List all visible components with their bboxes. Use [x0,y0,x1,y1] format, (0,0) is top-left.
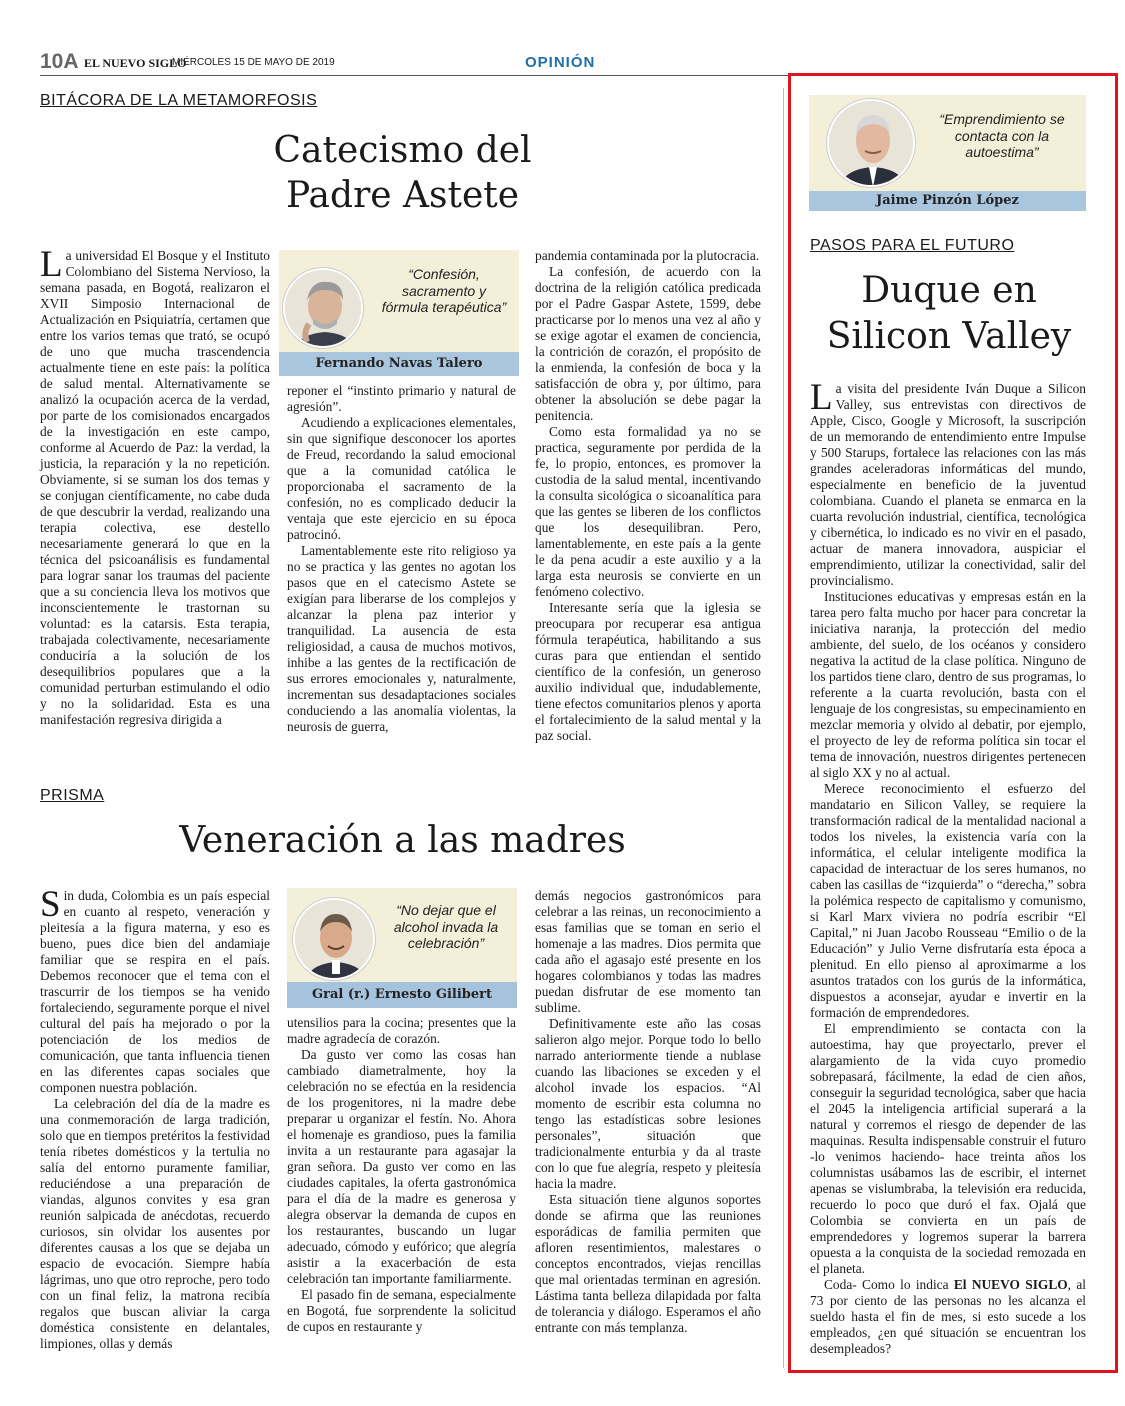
article3-pull-quote: “Emprendimiento se contacta con la autoestima” [939,111,1065,161]
article3-paragraph: Merece reconocimiento el esfuerzo del mandatario en Silicon Valley, se requiere la transformación radical de la mentalidad nacional a todos los niveles, la existencia varía con la informática, el celular inteligente modifica la capacidad de interactuar de los seres humanos, no caben las casillas de “izquierda” o “derecha,” sobra la polémica respecto de capitalismo y comunismo, si Karl Marx viviera no podría escribir “El Capital,” ni Juan Jacobo Rousseau “Emilio o de la Educación” y Julio Verne disfrutaría esta época a plenitud. En ello pienso al aproximarme a los asuntos tratados con los gurús de la informática, dispuestos a aconsejar, ayudar e invertir en la formación de emprendedores. [810,781,1086,1020]
newspaper-mention: El NUEVO SIGLO [953,1277,1068,1292]
author-portrait-icon [293,898,375,980]
article2-author-name: Gral (r.) Ernesto Gilibert [287,982,517,1008]
newspaper-name: EL NUEVO SIGLO [84,56,187,70]
article1-paragraph: reponer el “instinto primario y natural de agresión”. [287,383,516,414]
article2-paragraph: demás negocios gastronómicos para celebrar a las reinas, un reconocimiento a esas familias que se toman en serio el homenaje a las madres. Dios permita que cada año el agasajo esté presente en los hogares colombianos y todas las madres puedan disfrutar de ese momento tan sublime. [535,888,761,1015]
article1-paragraph: Acudiendo a explicaciones elementales, sin que signifique desconocer los aportes de Freud, recordando la salud emocional que a la comunidad católica le proporcionaba el sacramento de la confesión, no es complicado deducir la ventaja que este ejercicio en su época patrocinó. [287,415,516,542]
article2-column-1 [40,884,270,1352]
article2-author-box [287,888,517,1008]
article1-paragraph: Como esta formalidad ya no se practica, seguramente por perdida de la fe, lo propio, entonces, es promover la custodia de la salud mental, incentivando la consulta sicológica o sicoanalítica para que las gentes se liberen de los conflictos que los desequilibran. Pero, lamentablemente, en este país a la gente le da pena acudir a este auxilio y a la larga esta neurosis se convierte en un fenómeno colectivo. [535,424,761,599]
section-title: OPINIÓN [525,54,596,71]
article2-paragraph: Definitivamente este año las cosas salieron algo mejor. Porque todo lo bello narrado anteriormente tiende a nublase cuando las libaciones se exceden y el alcohol invade los espacios. “Al momento de escribir esta columna no tengo las estadísticas sobre lesiones personales”, situación que tradicionalmente enturbia y da al traste con lo que fue alegría, respeto y pleitesía hacia la madre. [535,1016,761,1191]
article2-paragraph: Esta situación tiene algunos soportes donde se afirma que las reuniones esporádicas de familia permiten que afloren resentimientos, malestares o conceptos encontrados, viejas rencillas que mal orientadas terminan en agresión. Lástima tanta belleza dilapidada por falta de tolerancia y diálogo. Esperamos el año entrante con más templanza. [535,1192,761,1335]
article3-author-box [809,95,1086,211]
article1-paragraph: pandemia contaminada por la plutocracia. [535,248,760,263]
article3-paragraph: La visita del presidente Iván Duque a Silicon Valley, sus entrevistas con directivos de Apple, Cisco, Google y Microsoft, la suscripción de un memorando de entendimiento entre Impulse y 500 Starups, fortalece las relaciones con las más grandes aceleradoras informáticas del mundo, especialmente en beneficio de la juventud colombiana. Cuando el planeta se enmarca en la cuarta revolución industrial, científica, tecnológica y cibernética, lo indicado es no vivir en el pasado, actuar de manera innovadora, auspiciar el emprendimiento, utilizar la conectividad, salir del provincialismo. [810,377,1086,588]
article3-headline-line2: Silicon Valley [826,316,1072,357]
article2-paragraph: El pasado fin de semana, especialmente en Bogotá, fue sorprendente la solicitud de cupos en restaurante y [287,1287,516,1334]
article3-coda: Coda- Como lo indica El NUEVO SIGLO, al 73 por ciento de las personas no les alcanza el sueldo hasta el fin de mes, si esto sucede a los empleados, ¿en qué situación se encuentran los desempleados? [810,1277,1086,1356]
article3-author-name: Jaime Pinzón López [809,191,1086,211]
issue-date: MIÉRCOLES 15 DE MAYO DE 2019 [172,57,335,68]
article1-paragraph: La confesión, de acuerdo con la doctrina de la religión católica predicada por el Padre Gaspar Astete, 1599, debe practicarse por lo menos una vez al año y se exige agotar el examen de conciencia, la contrición de corazón, el propósito de la enmienda, la confesión de boca y la satisfacción de obra y, por último, para obtener la absolución se debe pagar la penitencia. [535,264,761,423]
article2-paragraph: utensilios para la cocina; presentes que la madre agradecía de corazón. [287,1015,516,1046]
article2-headline: Veneración a las madres [179,820,626,861]
article3-column [810,377,1086,1357]
article1-headline-line1: Catecismo del [273,130,532,171]
article2-paragraph: Sin duda, Colombia es un país especial en cuanto al respeto, veneración y pleitesía a la figura materna, y eso es bueno, pues dice bien del andamiaje familiar que se respira en el país. Debemos reconocer que el tema con el trascurrir de los tiempos se ha venido fortaleciendo, seguramente porque el nivel cultural del país ha mejorado o por la potenciación de los medios de comunicación, que tanta influencia tienen en las diferentes capas sociales que componen nuestra población. [40,884,270,1095]
article1-column-2 [287,383,516,735]
article1-headline-line2: Padre Astete [285,175,520,216]
article3-kicker: PASOS PARA EL FUTURO [810,237,1015,254]
article1-pull-quote: “Confesión, sacramento y fórmula terapéutica” [381,266,507,316]
article1-column-3 [535,248,761,744]
article1-dropcap: L [40,244,63,285]
article2-paragraph: La celebración del día de la madre es una conmemoración de larga tradición, solo que en tiempos pretéritos la festividad tenía ribetes domésticos y la tertulia no salía del entorno puramente familiar, reduciéndose a una preparación de viandas, algunos convites y esa gran reunión salpicada de anécdotas, recuerdo curiosos, sin olvidar los ausentes por diferentes causas a los que se dejaba un espacio de evocación. Siempre había lágrimas, uno que otro reproche, pero todo con un final feliz, la matrona recibía regalos que buscan aliviar la carga doméstica consistente en delantales, limpiones, ollas y demás [40,1096,270,1351]
article3-dropcap: L [810,377,833,418]
article1-kicker: BITÁCORA DE LA METAMORFOSIS [40,92,318,109]
article1-author-box [279,250,519,376]
article2-column-2 [287,1015,516,1335]
article1-paragraph: Lamentablemente este rito religioso ya no se practica y las gentes no agotan los pasos que en el catecismo Astete se exigían para liberarse de los complejos y alcanzar la plena paz interior y tranquilidad. La ausencia de esta religiosidad, a causa de muchos motivos, inhibe a las gentes de la rectificación de sus errores emocionales y, naturalmente, incrementan sus desadaptaciones sociales conduciendo a las anomalía violentas, la neurosis de guerra, [287,543,516,734]
article2-kicker: PRISMA [40,787,105,804]
article3-headline-line1: Duque en [861,270,1037,311]
article1-paragraph: La universidad El Bosque y el Instituto Colombiano del Sistema Nervioso, la semana pasada, en Bogotá, realizaron el XVII Simposio Internacional de Actualización en Psiquiatría, certamen que entre los varios temas que trató, se ocupó de uno que mucha trascendencia actualmente tiene en este país: la política de salud mental. Alternativamente se analizó la ocupación acerca de la verdad, por parte de los comisionados encargados de la investigación en este campo, conforme al Acuerdo de Paz: la verdad, la justicia, la reparación y la no repetición. Obviamente, si se suman los dos temas y se conjugan científicamente, no cabe duda de que descubrir la verdad, realizando una terapia colectiva, ese destello necesariamente generará lo que en la técnica del psicoanálisis es fundamental para lograr sanar los traumas del paciente que a su conciencia lleva los motivos que inconscientemente le trastornan su voluntad: es la catarsis. Esta terapia, trabajada colectivamente, necesariamente conduciría a la solución de los desequilibrios populares que a la comunidad perturban estimulando el odio y no la solidaridad. Esta es una manifestación regresiva dirigida a [40,244,270,727]
article1-column-1 [40,244,270,728]
article2-pull-quote: “No dejar que el alcohol invada la celebración” [393,902,499,952]
article2-paragraph: Da gusto ver como las cosas han cambiado diametralmente, hoy la celebración no se efectúa en la residencia de los progenitores, ni la madre debe preparar u organizar el festín. No. Ahora el homenaje es grandioso, pues la familia invita a un restaurante para agasajar la gran señora. Da gusto ver como en las ciudades capitales, la oferta gastronómica para el día de la madre es generosa y alegra observar la demanda de cupos en los restaurantes, buscando un lugar adecuado, cómodo y eufórico; que alegría asistir a la exacerbación de esta celebración tan importante familiarmente. [287,1047,516,1286]
author-portrait-icon [827,99,915,187]
column-divider [783,88,784,1368]
article3-paragraph: El emprendimiento se contacta con la autoestima, hay que proyectarlo, prever el alargamiento de la vida cuyo promedio sobrepasará, fácilmente, la edad de cien años, conseguir la seguridad tecnológica, saber que hacia el 2045 la inteligencia artificial superará a la natural y corremos el riesgo de depender de las maquinas. Resulta indispensable construir el futuro -lo venimos haciendo- hace treinta años los columnistas usábamos las de escribir, el internet apenas se vislumbraba, la televisión era reducida, recuerdo lo poco que duró el fax. Ojalá que Colombia se convierta en un país de emprendedores y logremos superar la barrera opuesta a la conquista de la sociedad remozada en el planeta. [810,1021,1086,1276]
article3-headline [805,268,1093,360]
article1-author-name: Fernando Navas Talero [279,352,519,376]
author-portrait-icon [283,268,363,348]
article1-paragraph: Interesante sería que la iglesia se preocupara por recuperar esa antigua fórmula terapéutica, habilitando a sus curas para que entiendan el sentido científico de la confesión, un generoso auxilio individual que, indudablemente, tiene efectos comunitarios plenos y aporta el fortalecimiento de la salud mental y la paz social. [535,600,761,743]
article3-paragraph: Instituciones educativas y empresas están en la tarea pero falta mucho por hacer para concretar la iniciativa naranja, la protección del medio ambiente, del suelo, de los océanos y considero negativa la actitud de la clase política. Ninguno de los partidos tiene claro, dentro de sus programas, lo referente a la cuarta revolución, basta con el lenguaje de los congresistas, su empecinamiento en mezclar memoria y olvido al debatir, por ejemplo, el proyecto de ley de reforma política sin tocar el tema de innovación, nuestros dirigentes pertenecen al siglo XX y no al actual. [810,589,1086,780]
article2-column-3 [535,888,761,1336]
article1-headline [40,128,765,218]
page-number: 10A [40,50,79,73]
article2-dropcap: S [40,884,61,925]
